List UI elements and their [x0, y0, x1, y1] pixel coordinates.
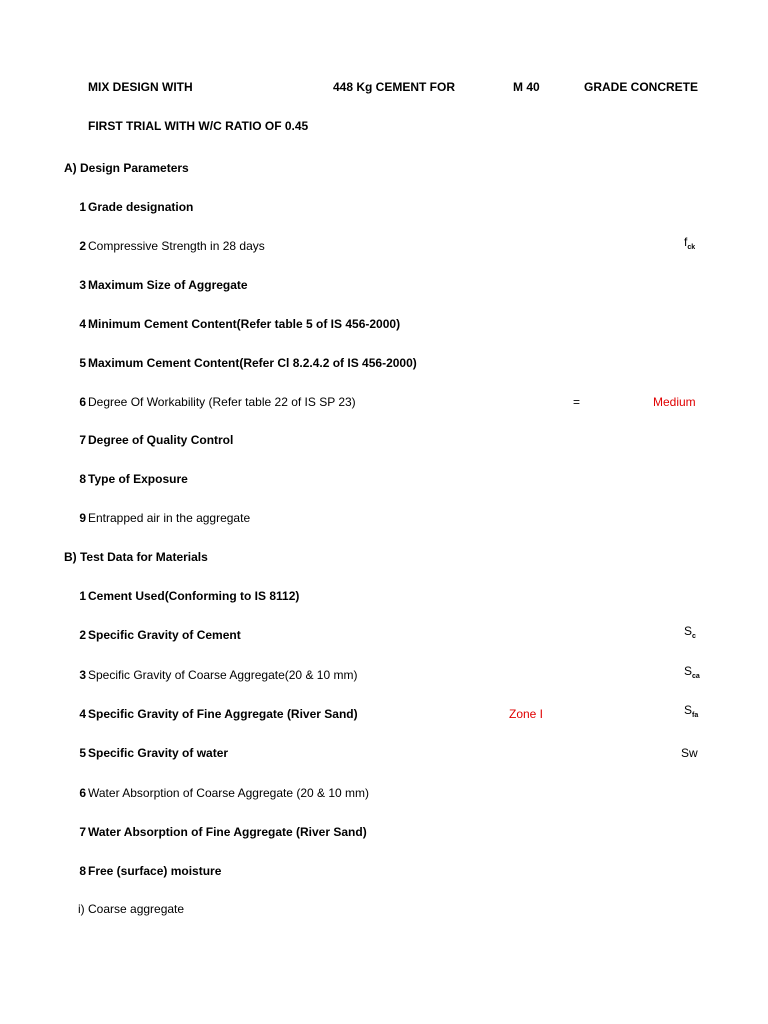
item-number: 1: [79, 589, 86, 603]
header-mix-design-with: MIX DESIGN WITH: [88, 80, 193, 94]
item-number: 7: [79, 824, 86, 839]
item-label: Water Absorption of Coarse Aggregate (20 & 10 mm): [88, 785, 370, 800]
item-label: Entrapped air in the aggregate: [88, 511, 251, 526]
item-symbol: $f_{ck}$: [684, 234, 696, 251]
item-label: Water Absorption of Fine Aggregate (River Sand): [88, 824, 367, 839]
item-symbol: Sw: [681, 746, 698, 761]
item-number: 4: [79, 316, 86, 331]
item-number: 7: [79, 433, 86, 448]
item-label: Grade designation: [88, 200, 194, 214]
item-symbol: $S_c$: [684, 624, 696, 641]
item-label: Free (surface) moisture: [88, 864, 222, 879]
header-grade-concrete: GRADE CONCRETE: [584, 80, 699, 94]
item-number: 4: [79, 706, 86, 721]
item-label: Maximum Cement Content(Refer Cl 8.2.4.2 of IS 456-2000): [88, 355, 417, 370]
item-label: Cement Used(Conforming to IS 8112): [88, 589, 300, 603]
item-number: 5: [79, 355, 86, 370]
item-number: 2: [79, 628, 86, 643]
item-number: 3: [79, 667, 86, 682]
item-number: 6: [79, 785, 86, 800]
item-number: 8: [79, 864, 86, 879]
item-label: Compressive Strength in 28 days: [88, 238, 265, 253]
item-label: Maximum Size of Aggregate: [88, 277, 248, 292]
item-number: 2: [79, 238, 86, 253]
item-label: Specific Gravity of Cement: [88, 628, 241, 643]
header-cement-amount: 448 Kg CEMENT FOR: [333, 80, 456, 94]
item-number: 5: [79, 746, 86, 761]
item-label: Degree of Quality Control: [88, 433, 234, 448]
zone-value: Zone I: [509, 706, 544, 721]
item-number: 9: [79, 511, 86, 526]
item-value: Medium: [653, 394, 696, 409]
item-label: Type of Exposure: [88, 472, 188, 487]
item-number: 1: [79, 200, 86, 214]
item-label: Degree Of Workability (Refer table 22 of IS SP 23): [88, 394, 356, 409]
item-number: 3: [79, 277, 86, 292]
header-grade: M 40: [513, 80, 540, 94]
equals-sign: =: [573, 394, 581, 409]
item-symbol: $S_{fa}$: [684, 702, 699, 719]
item-number: 6: [79, 394, 86, 409]
item-label: Specific Gravity of Fine Aggregate (River Sand): [88, 706, 358, 721]
item-number: 8: [79, 472, 86, 487]
sub-item-coarse-aggregate: i) Coarse aggregate: [78, 902, 185, 916]
item-label: Specific Gravity of water: [88, 746, 229, 761]
section-a-title: A) Design Parameters: [64, 161, 189, 175]
item-label: Specific Gravity of Coarse Aggregate(20 & 10 mm): [88, 667, 358, 682]
header-trial: FIRST TRIAL WITH W/C RATIO OF 0.45: [88, 119, 309, 133]
item-symbol: $S_{ca}$: [684, 663, 700, 680]
item-label: Minimum Cement Content(Refer table 5 of IS 456-2000): [88, 316, 401, 331]
section-b-title: B) Test Data for Materials: [64, 550, 208, 564]
